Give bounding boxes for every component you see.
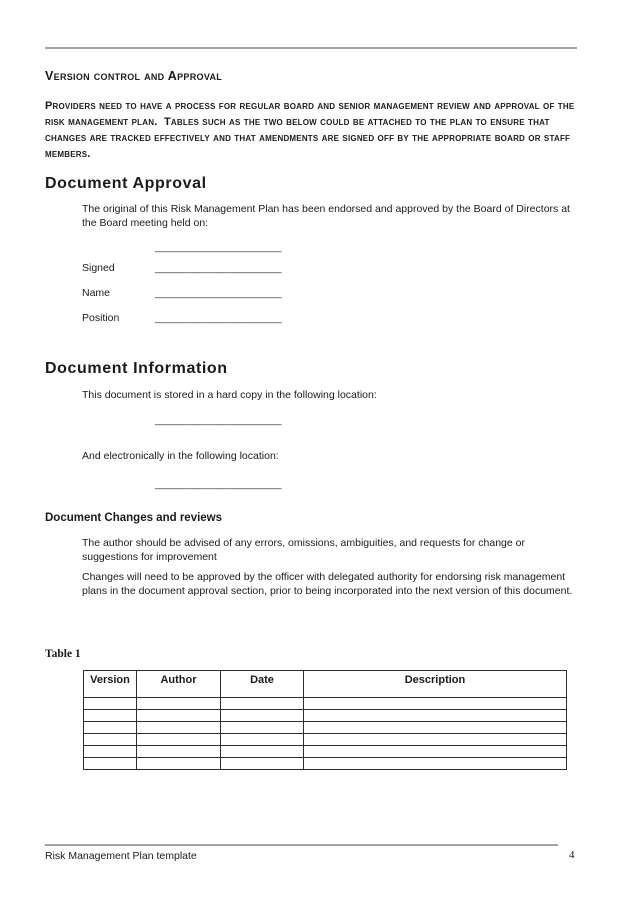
- table-cell: [84, 746, 137, 758]
- meeting-date-blank-line: _____________________: [155, 241, 282, 253]
- table-cell: [84, 758, 137, 770]
- footer-rule: [45, 844, 558, 846]
- signed-blank-line: _____________________: [155, 262, 282, 274]
- signature-row-position: [82, 311, 282, 325]
- table-cell: [137, 722, 221, 734]
- table-cell: [304, 710, 567, 722]
- electronic-location-blank-line: _____________________: [155, 478, 282, 490]
- section-heading-version-control: Version control and Approval: [45, 69, 223, 83]
- table-cell: [84, 722, 137, 734]
- version-history-table: [83, 670, 567, 770]
- hard-copy-location-text: This document is stored in a hard copy in the following location:: [82, 389, 377, 401]
- table-empty-rows: [84, 698, 567, 770]
- table-cell: [304, 746, 567, 758]
- table-row: [84, 722, 567, 734]
- table-cell: [304, 734, 567, 746]
- electronic-location-text: And electronically in the following location:: [82, 450, 279, 462]
- position-blank-line: _____________________: [155, 312, 282, 324]
- table-cell: [84, 734, 137, 746]
- table-cell: [84, 710, 137, 722]
- table-cell: [304, 722, 567, 734]
- signature-row-name: [82, 286, 282, 300]
- table-cell: [304, 698, 567, 710]
- table-cell: [137, 746, 221, 758]
- table-cell: [221, 722, 304, 734]
- table-column-header: Date: [221, 671, 304, 698]
- table-cell: [137, 710, 221, 722]
- footer-document-title: Risk Management Plan template: [45, 850, 197, 862]
- name-label: Name: [82, 287, 111, 299]
- heading-document-information: Document Information: [45, 360, 228, 377]
- table-cell: [221, 746, 304, 758]
- table-column-header: Description: [304, 671, 567, 698]
- table-cell: [137, 758, 221, 770]
- name-blank-line: _____________________: [155, 287, 282, 299]
- table-cell: [84, 698, 137, 710]
- signature-row-signed: [82, 261, 282, 275]
- table-cell: [304, 758, 567, 770]
- version-control-intro-paragraph: Providers need to have a process for regular board and senior management review and approval of the risk management plan. Tables such as the two below could be attached to the plan to ensure that changes are tracked effectively and that amendments are signed off by the appropriate board or staff members.: [45, 100, 578, 160]
- table-row: [84, 698, 567, 710]
- table-row: [84, 710, 567, 722]
- position-label: Position: [82, 312, 120, 324]
- table-cell: [221, 710, 304, 722]
- document-approval-body: The original of this Risk Management Plan has been endorsed and approved by the Board of Directors at the Board meeting held on:: [82, 203, 570, 229]
- document-changes-paragraph-2: Changes will need to be approved by the officer with delegated authority for endorsing risk management plans in the document approval section, prior to being incorporated into the next version of this document.: [82, 571, 573, 597]
- table-cell: [221, 758, 304, 770]
- table-cell: [137, 734, 221, 746]
- table-column-header: Author: [137, 671, 221, 698]
- heading-document-changes: Document Changes and reviews: [45, 512, 223, 524]
- signed-label: Signed: [82, 262, 115, 274]
- table-row: [84, 746, 567, 758]
- table-header: [84, 671, 567, 698]
- document-changes-paragraph-1: The author should be advised of any errors, omissions, ambiguities, and requests for change or suggestions for improvement: [82, 537, 525, 563]
- header-rule: [45, 47, 577, 49]
- table-row: [84, 758, 567, 770]
- table-cell: [221, 698, 304, 710]
- page-number: 4: [569, 849, 575, 861]
- hard-copy-location-blank-line: _____________________: [155, 414, 282, 426]
- table-row: [84, 734, 567, 746]
- table-caption: Table 1: [45, 648, 81, 660]
- table-column-header: Version: [84, 671, 137, 698]
- table-cell: [137, 698, 221, 710]
- table-header-row: [84, 671, 567, 698]
- table-cell: [221, 734, 304, 746]
- heading-document-approval: Document Approval: [45, 175, 207, 192]
